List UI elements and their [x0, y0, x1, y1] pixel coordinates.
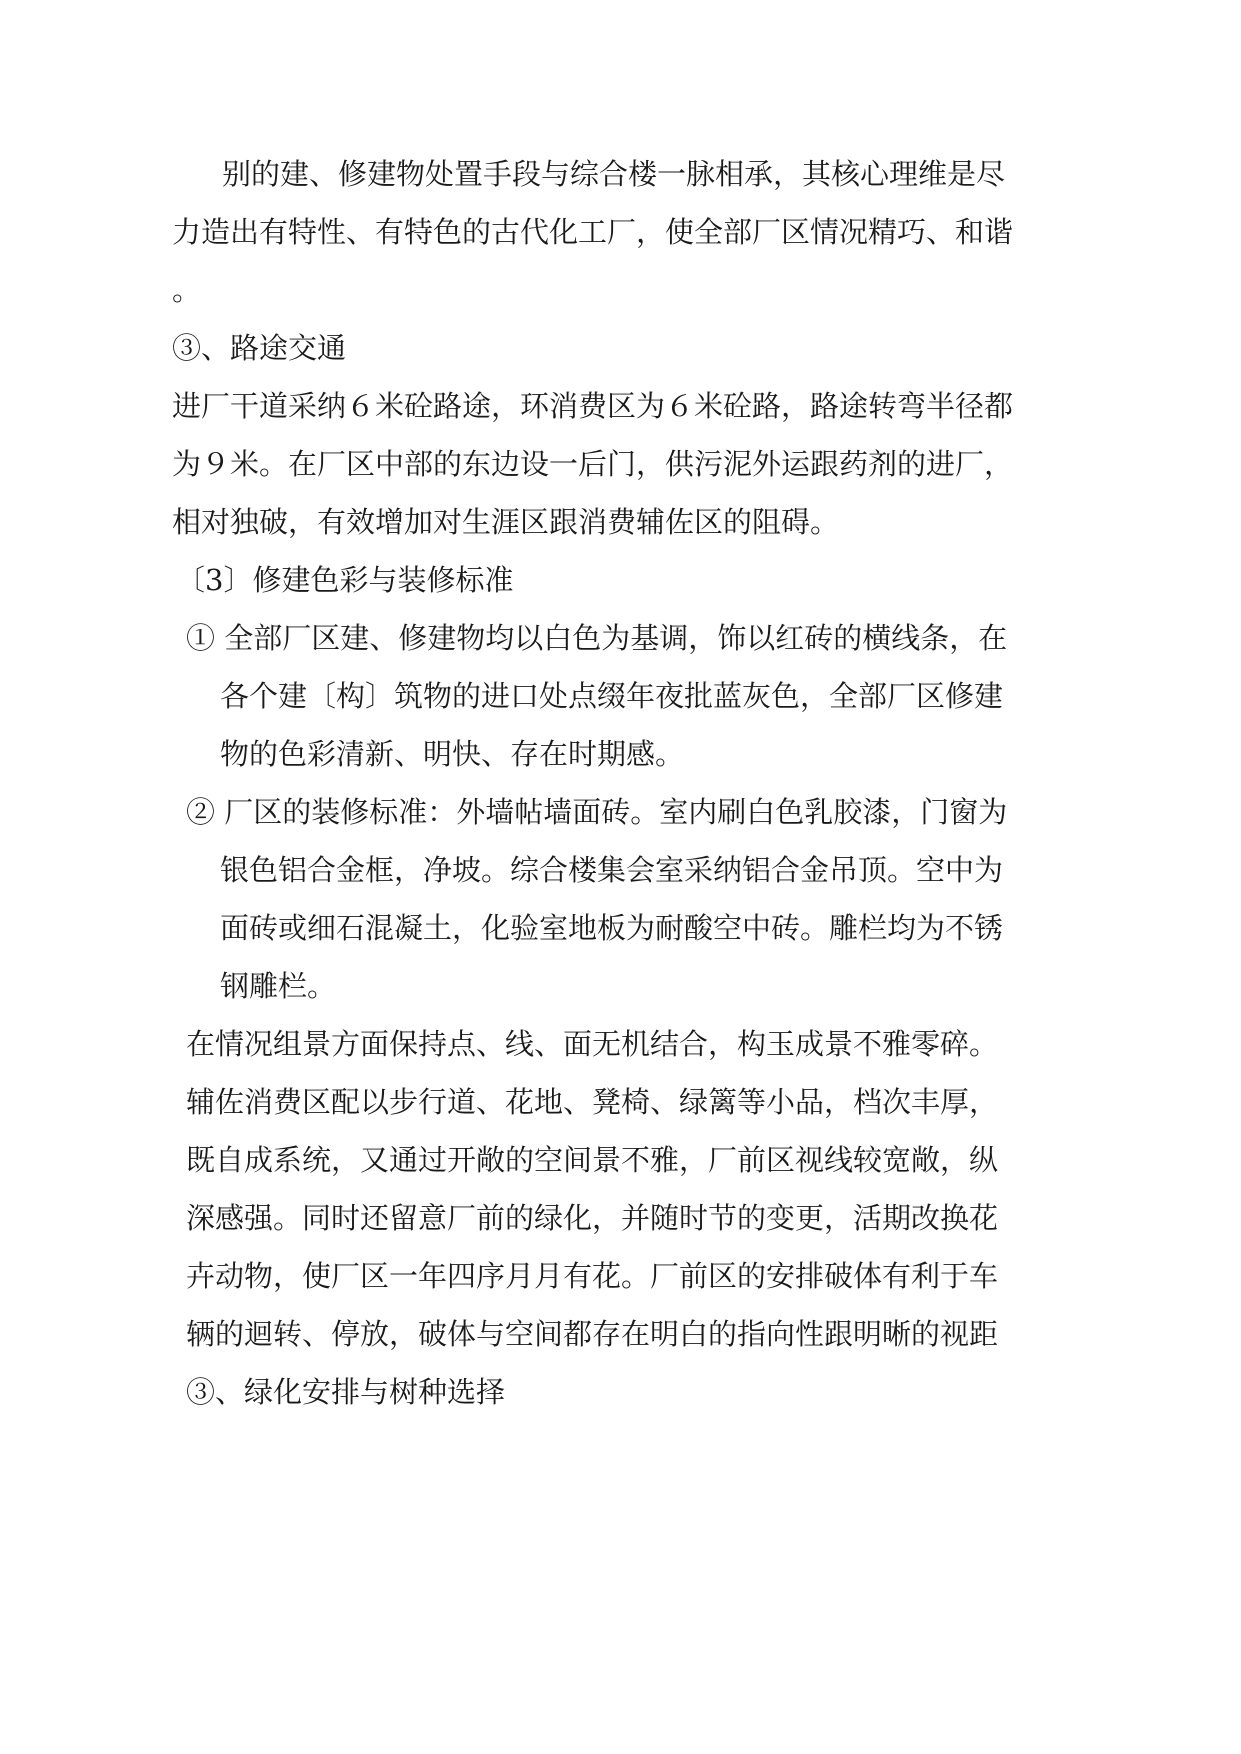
text-line: 进厂干道采纳６米砼路途，环消费区为６米砼路，路途转弯半径都 — [172, 389, 1014, 423]
text-line: 银色铝合金框，净坡。综合楼集会室采纳铝合金吊顶。空中为 — [220, 853, 1004, 887]
text-line: 为９米。在厂区中部的东边设一后门，供污泥外运跟药剂的进厂， — [172, 447, 1014, 481]
text-line: 各个建〔构〕筑物的进口处点缀年夜批蓝灰色，全部厂区修建 — [220, 679, 1004, 713]
text-line: 。 — [172, 273, 202, 307]
section-heading: 〔3〕修建色彩与装修标准 — [176, 563, 514, 597]
section-heading: ③、绿化安排与树种选择 — [186, 1375, 506, 1409]
text-line: 别的建、修建物处置手段与综合楼一脉相承，其核心理维是尽 — [222, 157, 1006, 191]
section-heading: ③、路途交通 — [172, 331, 347, 365]
text-line: 深感强。同时还留意厂前的绿化，并随时节的变更，活期改换花 — [186, 1201, 999, 1235]
text-line: 既自成系统，又通过开敞的空间景不雅，厂前区视线较宽敞，纵 — [186, 1143, 999, 1177]
text-line: 面砖或细石混凝土，化验室地板为耐酸空中砖。雕栏均为不锈 — [220, 911, 1004, 945]
list-item: ① 全部厂区建、修建物均以白色为基调，饰以红砖的横线条，在 — [186, 621, 1008, 655]
text-line: 钢雕栏。 — [220, 969, 337, 1003]
text-line: 相对独破，有效增加对生涯区跟消费辅佐区的阻碍。 — [172, 505, 840, 539]
text-line: 物的色彩清新、明快、存在时期感。 — [220, 737, 685, 771]
text-line: 辆的迴转、停放，破体与空间都存在明白的指向性跟明晰的视距 — [186, 1317, 999, 1351]
list-item: ② 厂区的装修标准：外墙帖墙面砖。室内刷白色乳胶漆，门窗为 — [186, 795, 1008, 829]
text-line: 力造出有特性、有特色的古代化工厂，使全部厂区情况精巧、和谐 — [172, 215, 1014, 249]
text-line: 卉动物，使厂区一年四序月月有花。厂前区的安排破体有利于车 — [186, 1259, 999, 1293]
text-line: 辅佐消费区配以步行道、花地、凳椅、绿篱等小品，档次丰厚， — [186, 1085, 999, 1119]
text-line: 在情况组景方面保持点、线、面无机结合，构玉成景不雅零碎。 — [186, 1027, 999, 1061]
